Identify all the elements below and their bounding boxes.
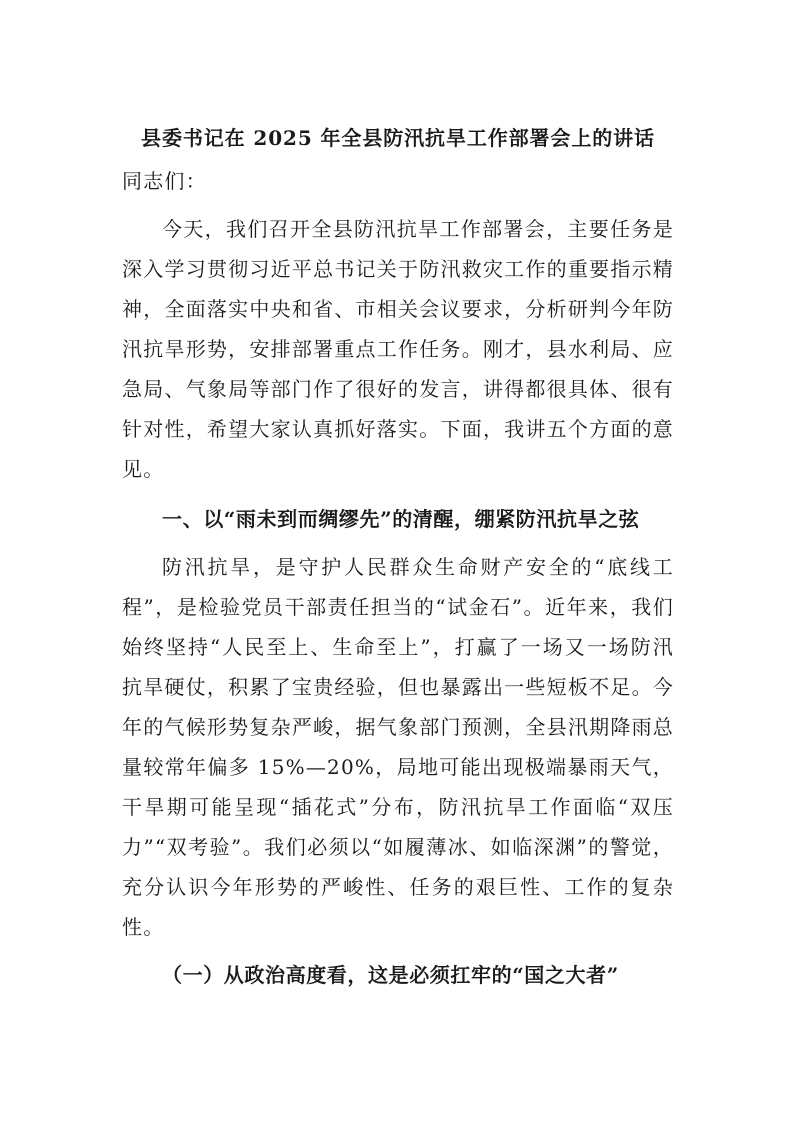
document-body — [122, 122, 674, 995]
document-title: 县委书记在 2025 年全县防汛抗旱工作部署会上的讲话 — [141, 126, 655, 150]
section-1-paragraph: 防汛抗旱，是守护人民群众生命财产安全的“底线工程”，是检验党员干部责任担当的“试金石”。近年来，我们始终坚持“人民至上、生命至上”，打赢了一场又一场防汛抗旱硬仗，积累了宝贵经验，但也暴露出一些短板不足。今年的气候形势复杂严峻，据气象部门预测，全县汛期降雨总量较常年偏多 15%—20%，局地可能出现极端暴雨天气，干旱期可能呈现“插花式”分布，防汛抗旱工作面临“双压力”“双考验”。我们必须以“如履薄冰、如临深渊”的警觉，充分认识今年形势的严峻性、任务的艰巨性、工作的复杂性。 — [122, 555, 674, 939]
salutation: 同志们： — [122, 169, 207, 193]
section-heading-1: 一、以“雨未到而绸缪先”的清醒，绷紧防汛抗旱之弦 — [162, 507, 640, 531]
intro-paragraph: 今天，我们召开全县防汛抗旱工作部署会，主要任务是深入学习贯彻习近平总书记关于防汛救灾工作的重要指示精神，全面落实中央和省、市相关会议要求，分析研判今年防汛抗旱形势，安排部署重点工作任务。刚才，县水利局、应急局、气象局等部门作了很好的发言，讲得都很具体、很有针对性，希望大家认真抓好落实。下面，我讲五个方面的意见。 — [122, 217, 674, 481]
subsection-heading-1: （一）从政治高度看，这是必须扛牢的“国之大者” — [162, 963, 619, 987]
